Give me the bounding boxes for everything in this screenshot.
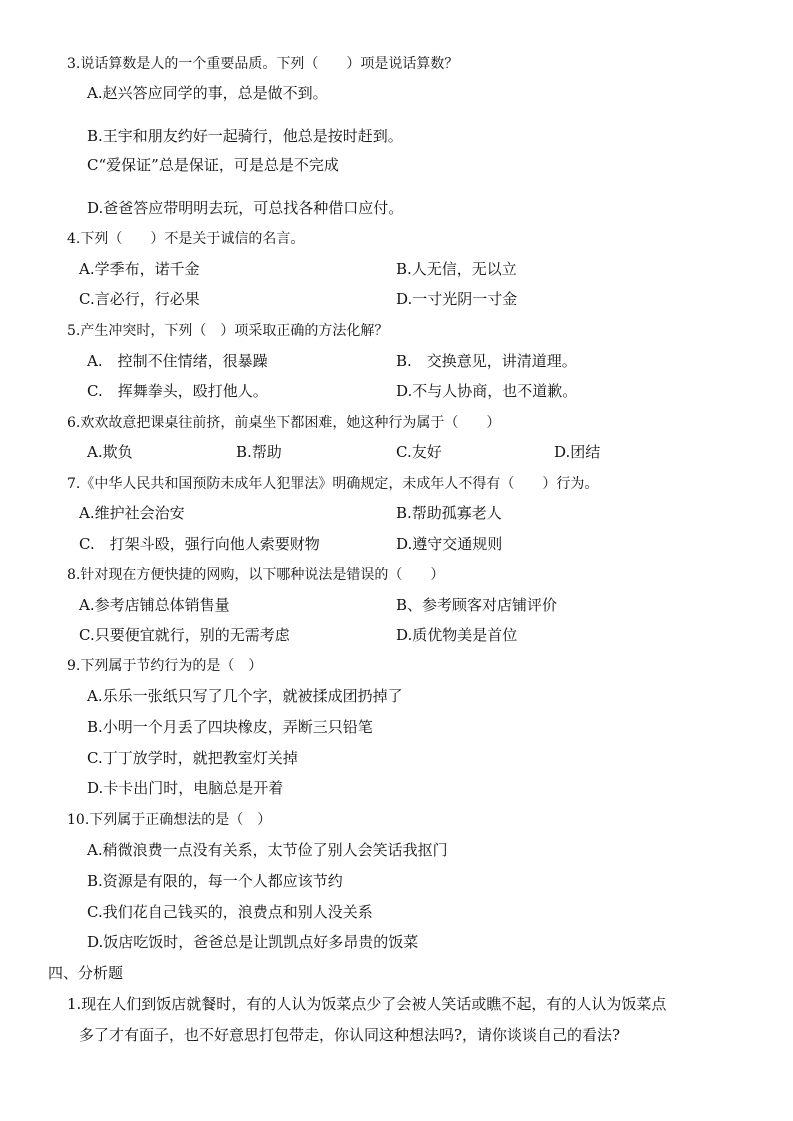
q10-option-c: C.我们花自己钱买的，浪费点和别人没关系 (87, 903, 373, 921)
q9-option-a: A.乐乐一张纸只写了几个字，就被揉成团扔掉了 (87, 687, 403, 705)
q8-option-a: A.参考店铺总体销售量 (79, 596, 230, 614)
q4-option-d: D.一寸光阴一寸金 (396, 290, 518, 308)
q3-option-a: A.赵兴答应同学的事，总是做不到。 (87, 84, 328, 102)
q4-option-b: B.人无信，无以立 (396, 260, 517, 278)
q5-option-a: A. 控制不住情绪，很暴躁 (87, 352, 268, 370)
q8-stem: 8.针对现在方便快捷的网购，以下哪种说法是错误的（ ） (67, 567, 445, 583)
section4-title: 四、分析题 (48, 964, 124, 982)
q9-option-c: C.丁丁放学时，就把教室灯关掉 (87, 749, 298, 767)
q3-stem: 3.说话算数是人的一个重要品质。下列（ ）项是说话算数？ (67, 56, 459, 72)
q10-option-b: B.资源是有限的，每一个人都应该节约 (87, 872, 343, 890)
q10-option-d: D.饭店吃饭时，爸爸总是让凯凯点好多昂贵的饭菜 (87, 933, 419, 951)
q3-option-d: D.爸爸答应带明明去玩，可总找各种借口应付。 (87, 199, 404, 217)
section4-q1-line2: 多了才有面子，也不好意思打包带走，你认同这种想法吗?，请你谈谈自己的看法? (79, 1026, 621, 1044)
q7-stem: 7.《中华人民共和国预防未成年人犯罪法》明确规定，未成年人不得有（ ）行为。 (67, 476, 599, 492)
q5-stem: 5.产生冲突时，下列（ ）项采取正确的方法化解？ (67, 323, 389, 339)
q5-option-b: B. 交换意见，讲清道理。 (396, 352, 577, 370)
section4-q1-line1: 1.现在人们到饭店就餐时，有的人认为饭菜点少了会被人笑话或瞧不起，有的人认为饭菜点 (67, 995, 667, 1013)
q3-option-c: C“爱保证”总是保证，可是总是不完成 (87, 156, 339, 174)
q5-option-d: D.不与人协商，也不道歉。 (396, 382, 578, 400)
q4-option-a: A.学季布，诺千金 (79, 260, 200, 278)
q9-option-b: B.小明一个月丢了四块橡皮，弄断三只铅笔 (87, 718, 373, 736)
q7-option-b: B.帮助孤寡老人 (396, 504, 502, 522)
q8-option-d: D.质优物美是首位 (396, 626, 518, 644)
q9-option-d: D.卡卡出门时，电脑总是开着 (87, 779, 284, 797)
q3-option-b: B.王宇和朋友约好一起骑行，他总是按时赶到。 (87, 127, 403, 145)
q9-stem: 9.下列属于节约行为的是（ ） (67, 658, 263, 674)
q10-option-a: A.稍微浪费一点没有关系，太节俭了别人会笑话我抠门 (87, 841, 448, 859)
q6-stem: 6.欢欢故意把课桌往前挤，前桌坐下都困难，她这种行为属于（ ） (67, 415, 501, 431)
q6-option-c: C.友好 (396, 443, 442, 461)
q4-stem: 4.下列（ ）不是关于诚信的名言。 (67, 231, 305, 247)
q7-option-d: D.遵守交通规则 (396, 535, 503, 553)
q6-option-a: A.欺负 (87, 443, 133, 461)
q7-option-c: C. 打架斗殴，强行向他人索要财物 (79, 535, 320, 553)
q8-option-c: C.只要便宜就行，别的无需考虑 (79, 626, 290, 644)
q6-option-d: D.团结 (554, 443, 601, 461)
q4-option-c: C.言必行，行必果 (79, 290, 200, 308)
q6-option-b: B.帮助 (236, 443, 282, 461)
q7-option-a: A.维护社会治安 (79, 504, 185, 522)
q10-stem: 10.下列属于正确想法的是（ ） (67, 812, 272, 828)
q5-option-c: C. 挥舞拳头，殴打他人。 (87, 382, 268, 400)
q8-option-b: B、参考顾客对店铺评价 (396, 596, 558, 614)
